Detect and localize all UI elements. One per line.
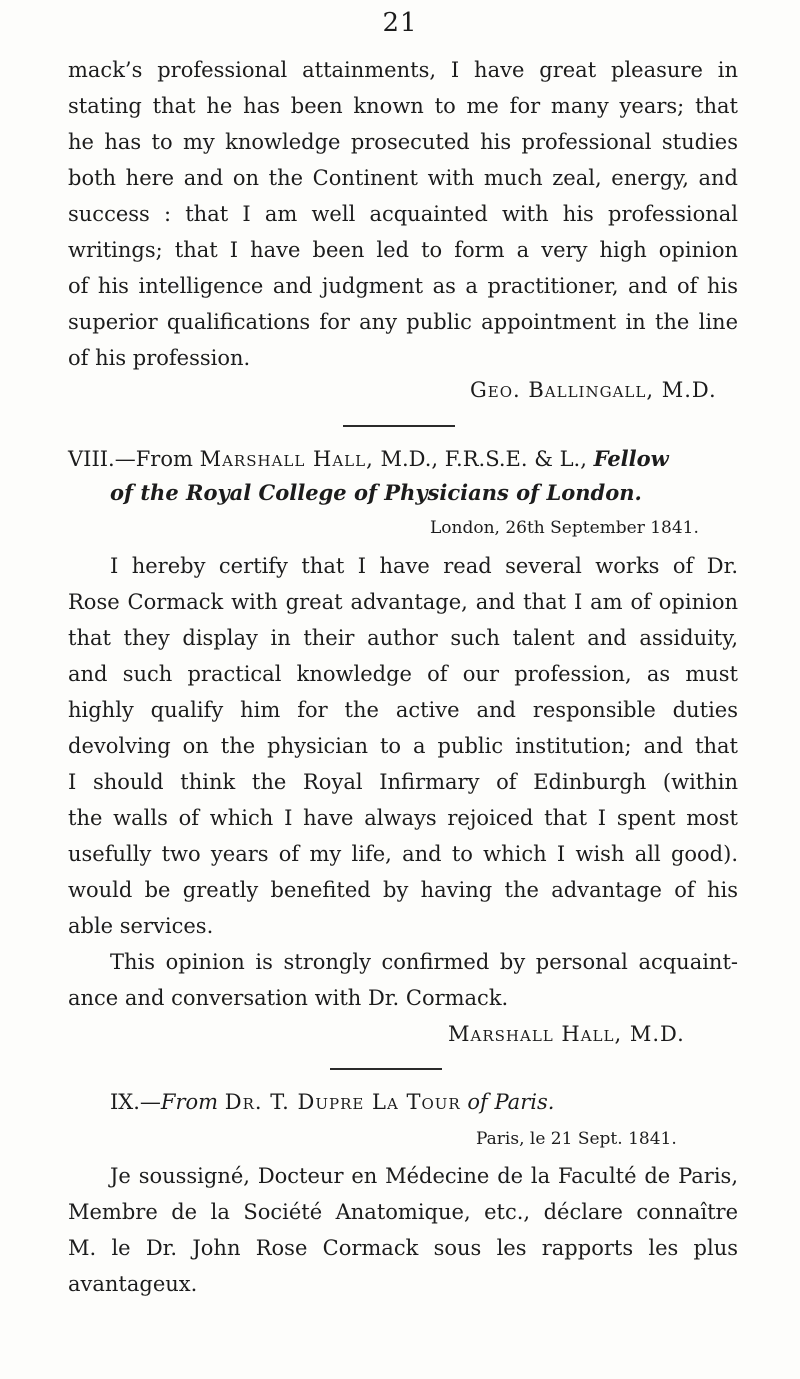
- heading-place: of Paris.: [467, 1090, 555, 1114]
- text-line: would be greatly benefited by having the advantage of his: [68, 878, 738, 902]
- text-line: ance and conversation with Dr. Cormack.: [68, 986, 509, 1010]
- section-divider: [330, 1068, 442, 1070]
- text-line: Membre de la Société Anatomique, etc., déclare connaître: [68, 1200, 738, 1224]
- text-line: writings; that I have been led to form a very high opinion: [68, 238, 738, 262]
- letter-ix-date: Paris, le 21 Sept. 1841.: [476, 1129, 677, 1149]
- text-line: highly qualify him for the active and responsible duties: [68, 698, 738, 722]
- text-line: both here and on the Continent with much zeal, energy, and: [68, 166, 738, 190]
- text-line: and such practical knowledge of our profession, as must: [68, 662, 738, 686]
- heading-from: From: [160, 1090, 219, 1114]
- text-line: avantageux.: [68, 1272, 198, 1296]
- text-line: able services.: [68, 914, 214, 938]
- signature-marshall-hall: Marshall Hall, M.D.: [448, 1022, 685, 1046]
- text-line: I hereby certify that I have read several works of Dr.: [110, 554, 738, 578]
- text-line: of his intelligence and judgment as a practitioner, and of his: [68, 274, 738, 298]
- letter-viii-date: London, 26th September 1841.: [430, 518, 699, 538]
- heading-prefix: IX.—: [110, 1090, 161, 1114]
- section-divider: [343, 425, 455, 427]
- heading-author: Dr. T. Dupre La Tour: [224, 1090, 461, 1114]
- text-line: success : that I am well acquainted with his professional: [68, 202, 738, 226]
- text-line: he has to my knowledge prosecuted his professional studies: [68, 130, 738, 154]
- text-line: that they display in their author such talent and assiduity,: [68, 626, 738, 650]
- text-line: M. le Dr. John Rose Cormack sous les rapports les plus: [68, 1236, 738, 1260]
- heading-degrees: M.D., F.R.S.E. & L.,: [380, 447, 587, 471]
- text-line: I should think the Royal Infirmary of Edinburgh (within: [68, 770, 738, 794]
- text-line: the walls of which I have always rejoiced that I spent most: [68, 806, 738, 830]
- heading-author: Marshall Hall,: [199, 447, 374, 471]
- letter-ix-heading: [110, 1092, 780, 1113]
- text-line: mack’s professional attainments, I have great pleasure in: [68, 58, 738, 82]
- text-line: superior qualifications for any public appointment in the line: [68, 310, 738, 334]
- text-line: This opinion is strongly confirmed by personal acquaint-: [110, 950, 738, 974]
- text-line: Rose Cormack with great advantage, and that I am of opinion: [68, 590, 738, 614]
- heading-title: Fellow: [593, 446, 669, 471]
- heading-prefix: VIII.—From: [68, 447, 193, 471]
- text-line: devolving on the physician to a public institution; and that: [68, 734, 738, 758]
- letter-viii-heading-cont: of the Royal College of Physicians of London.: [110, 480, 642, 505]
- text-line: Je soussigné, Docteur en Médecine de la Faculté de Paris,: [110, 1164, 738, 1188]
- letter-viii-heading: [68, 448, 738, 470]
- page-number: 21: [382, 8, 418, 38]
- signature-ballingall: Geo. Ballingall, M.D.: [470, 378, 717, 402]
- text-line: of his profession.: [68, 346, 251, 370]
- text-line: stating that he has been known to me for many years; that: [68, 94, 738, 118]
- text-line: usefully two years of my life, and to which I wish all good).: [68, 842, 738, 866]
